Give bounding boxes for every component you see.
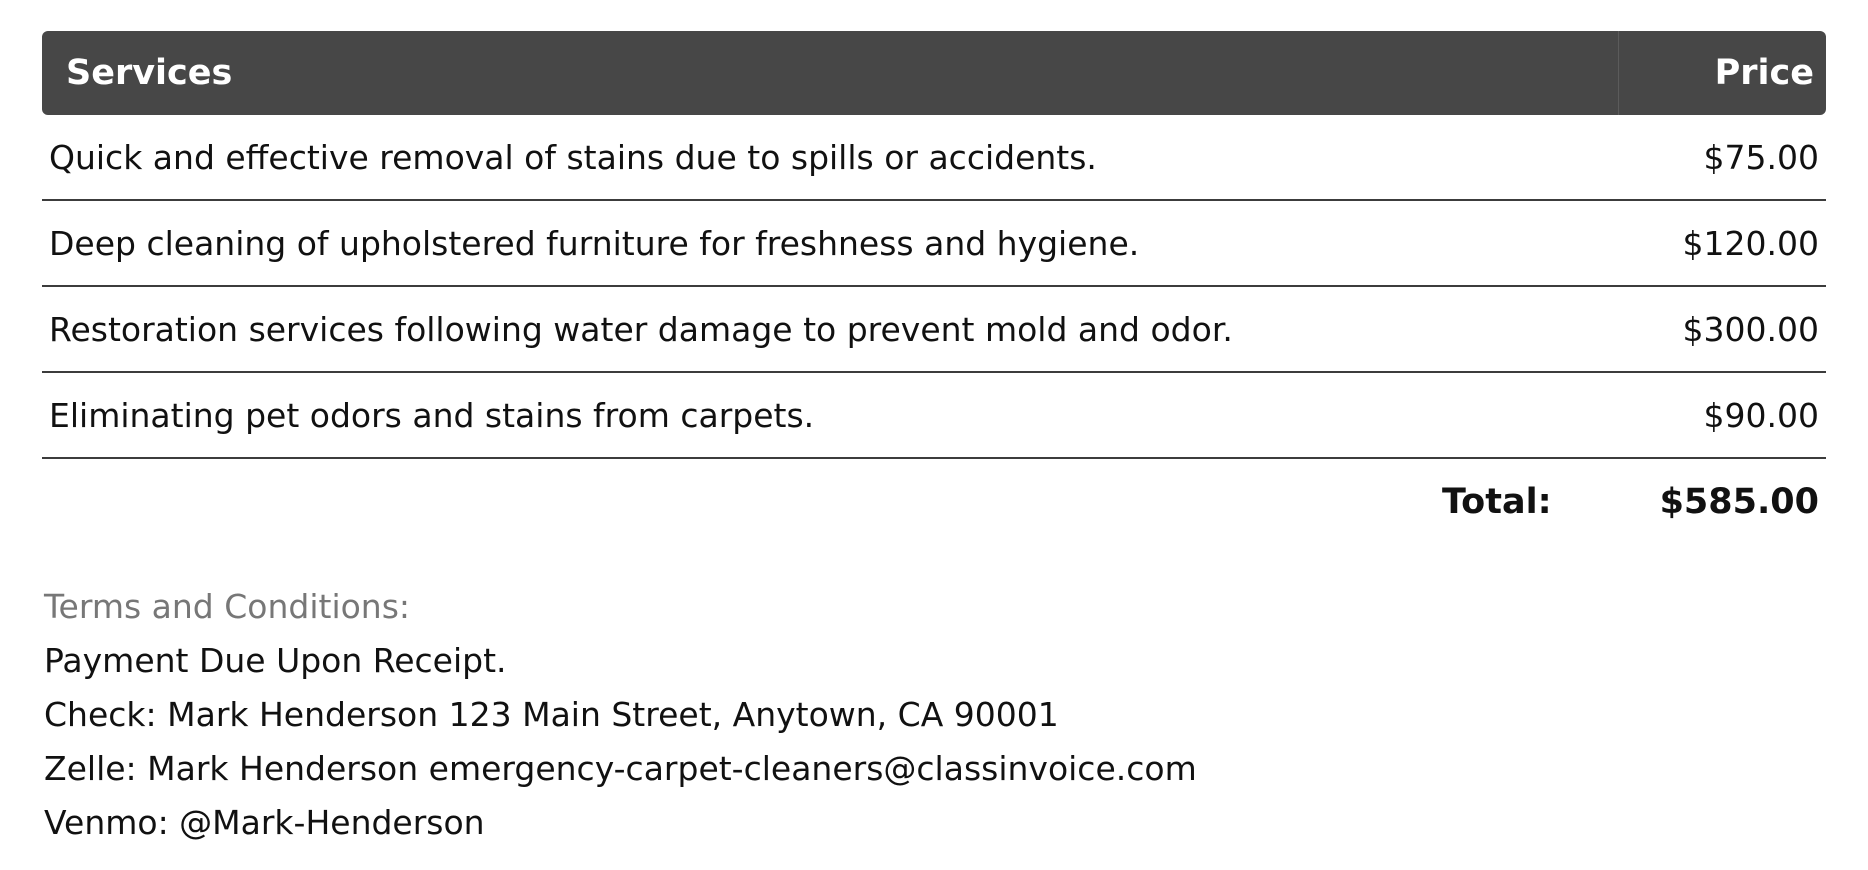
- terms-section: [44, 580, 1197, 850]
- table-row: [42, 201, 1826, 287]
- service-price: $75.00: [1703, 137, 1819, 177]
- payment-due-line: Payment Due Upon Receipt.: [44, 641, 507, 680]
- service-description: Restoration services following water damage to prevent mold and odor.: [49, 309, 1233, 349]
- venmo-payment-line: Venmo: @Mark-Henderson: [44, 803, 485, 842]
- table-row: [42, 373, 1826, 459]
- service-description: Deep cleaning of upholstered furniture for freshness and hygiene.: [49, 223, 1140, 263]
- table-header: [42, 31, 1826, 115]
- services-column-header: Services: [66, 53, 233, 93]
- service-description: Quick and effective removal of stains due to spills or accidents.: [49, 137, 1097, 177]
- zelle-payment-line: Zelle: Mark Henderson emergency-carpet-cleaners@classinvoice.com: [44, 749, 1197, 788]
- total-row: [42, 459, 1826, 545]
- check-payment-line: Check: Mark Henderson 123 Main Street, Anytown, CA 90001: [44, 695, 1059, 734]
- terms-heading: Terms and Conditions:: [44, 587, 411, 626]
- price-column-header: Price: [1618, 31, 1826, 115]
- service-price: $90.00: [1703, 395, 1819, 435]
- table-row: [42, 287, 1826, 373]
- total-amount: $585.00: [1659, 482, 1819, 522]
- service-price: $120.00: [1682, 223, 1819, 263]
- service-description: Eliminating pet odors and stains from carpets.: [49, 395, 815, 435]
- total-label: Total:: [1441, 482, 1552, 522]
- services-table: [42, 31, 1826, 545]
- service-price: $300.00: [1682, 309, 1819, 349]
- table-row: [42, 115, 1826, 201]
